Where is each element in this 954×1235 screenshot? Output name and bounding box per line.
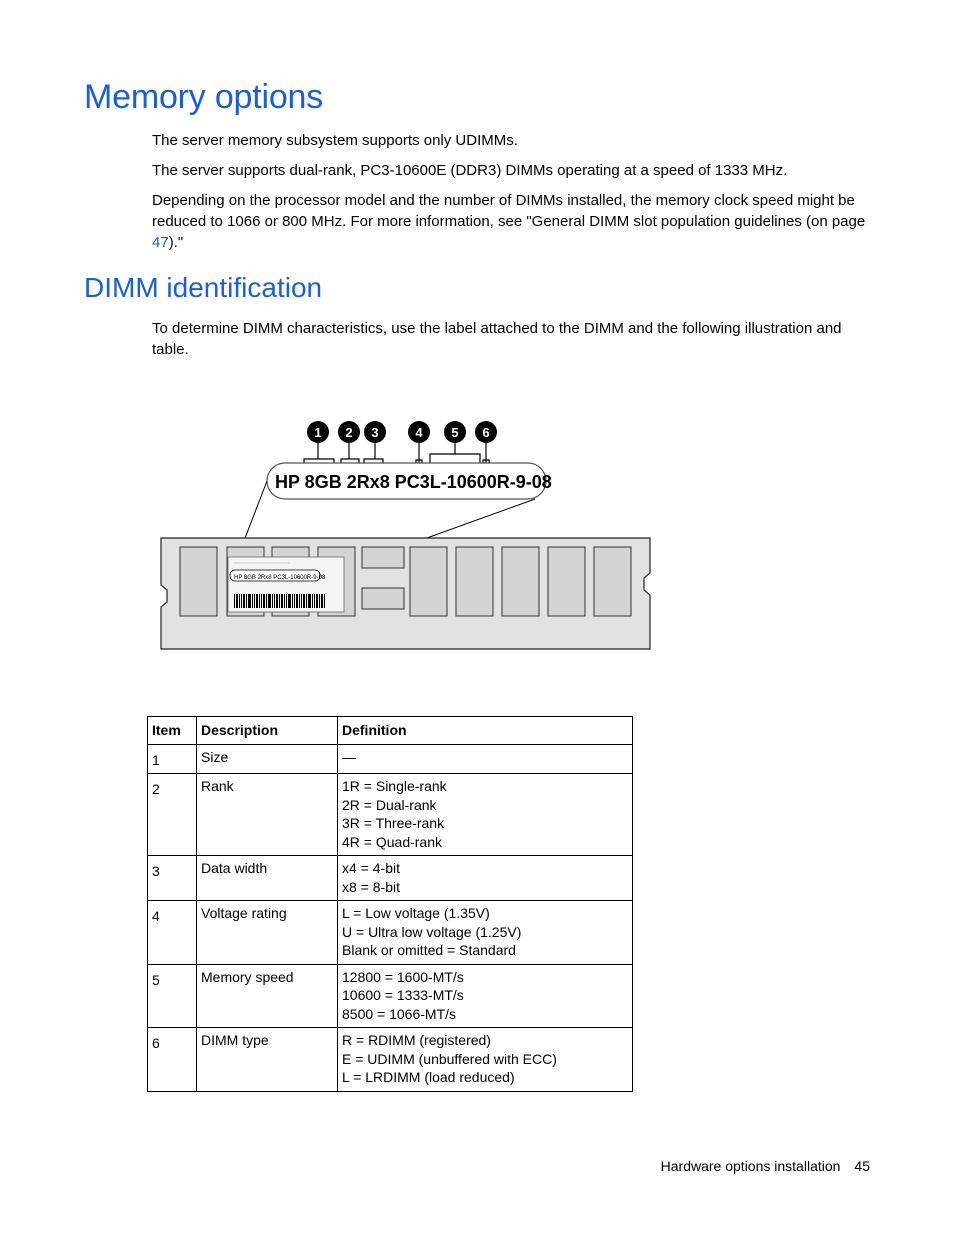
- callout-3: [364, 421, 386, 443]
- svg-text:6: 6: [482, 425, 490, 440]
- definition-line: L = LRDIMM (load reduced): [342, 1069, 515, 1085]
- dimm-illustration: [150, 410, 660, 660]
- cell-item: 6: [148, 1028, 197, 1092]
- page-title: Memory options: [84, 78, 324, 116]
- definition-line: 12800 = 1600-MT/s: [342, 968, 464, 985]
- cell-definition: [338, 856, 633, 901]
- page-number: 45: [854, 1158, 870, 1174]
- page-link[interactable]: 47: [152, 234, 169, 251]
- memory-paragraph-1: The server memory subsystem supports only UDIMMs.: [152, 132, 518, 149]
- table-row: [148, 856, 633, 901]
- cell-description: Voltage rating: [197, 901, 338, 965]
- svg-text:4: 4: [415, 425, 423, 440]
- cell-item: 3: [148, 856, 197, 901]
- table-row: [148, 1028, 633, 1092]
- definition-line: —: [342, 748, 356, 765]
- dimm-module: [161, 538, 650, 649]
- memory-paragraph-3: [152, 190, 872, 253]
- definition-line: E = UDIMM (unbuffered with ECC): [342, 1050, 557, 1067]
- header-description: Description: [197, 717, 338, 745]
- table-row: [148, 774, 633, 856]
- dimm-paragraph: To determine DIMM characteristics, use the label attached to the DIMM and the following illustration and table.: [152, 320, 842, 358]
- callout-2: [338, 421, 360, 443]
- cell-description: Memory speed: [197, 964, 338, 1028]
- definition-line: 4R = Quad-rank: [342, 833, 442, 850]
- cell-definition: [338, 744, 633, 774]
- svg-text:3: 3: [371, 425, 379, 440]
- table-header-row: [148, 717, 633, 745]
- definition-line: x4 = 4-bit: [342, 860, 400, 876]
- svg-text:5: 5: [451, 425, 459, 440]
- header-item: Item: [148, 717, 197, 745]
- cell-item: 2: [148, 774, 197, 856]
- definition-line: Blank or omitted = Standard: [342, 942, 516, 958]
- cell-item: 4: [148, 901, 197, 965]
- definition-line: 3R = Three-rank: [342, 815, 445, 831]
- cell-definition: [338, 774, 633, 856]
- cell-definition: [338, 964, 633, 1028]
- table-row: [148, 901, 633, 965]
- svg-text:2: 2: [345, 425, 353, 440]
- cell-definition: [338, 1028, 633, 1092]
- definition-line: 10600 = 1333-MT/s: [342, 987, 464, 1003]
- definition-line: 8500 = 1066-MT/s: [342, 1005, 457, 1022]
- cell-item: 1: [148, 744, 197, 774]
- cell-item: 5: [148, 964, 197, 1028]
- page-footer: [661, 1158, 870, 1174]
- header-definition: Definition: [338, 717, 633, 745]
- definition-line: 1R = Single-rank: [342, 778, 447, 794]
- definition-line: x8 = 8-bit: [342, 878, 400, 895]
- cell-description: DIMM type: [197, 1028, 338, 1092]
- memory-paragraph-3-end: ).": [168, 234, 184, 251]
- memory-paragraph-3-text: Depending on the processor model and the number of DIMMs installed, the memory clock speed might be reduced to 1066 or 800 MHz. For more information, see "General DIMM slot population guidelines (on page: [152, 192, 866, 230]
- cell-description: Rank: [197, 774, 338, 856]
- callout-5: [444, 421, 466, 443]
- memory-paragraph-2: The server supports dual-rank, PC3-10600E (DDR3) DIMMs operating at a speed of 1333 MHz.: [152, 162, 788, 179]
- dimm-label-text: HP 8GB 2Rx8 PC3L-10600R-9-08: [275, 472, 552, 492]
- definition-line: 2R = Dual-rank: [342, 796, 437, 813]
- cell-definition: [338, 901, 633, 965]
- callout-4: [408, 421, 430, 443]
- cell-description: Size: [197, 744, 338, 774]
- section-title: DIMM identification: [84, 272, 323, 303]
- callout-1: [307, 421, 329, 443]
- definition-line: L = Low voltage (1.35V): [342, 905, 490, 921]
- definition-line: U = Ultra low voltage (1.25V): [342, 923, 522, 940]
- cell-description: Data width: [197, 856, 338, 901]
- small-label-text: HP 8GB 2Rx8 PC3L-10600R-9-08: [234, 575, 326, 581]
- table-row: [148, 744, 633, 774]
- dimm-spec-table: [147, 716, 633, 1092]
- footer-section: Hardware options installation: [660, 1158, 841, 1174]
- svg-text:1: 1: [314, 425, 322, 440]
- callout-6: [475, 421, 497, 443]
- definition-line: R = RDIMM (registered): [342, 1032, 491, 1048]
- table-row: [148, 964, 633, 1028]
